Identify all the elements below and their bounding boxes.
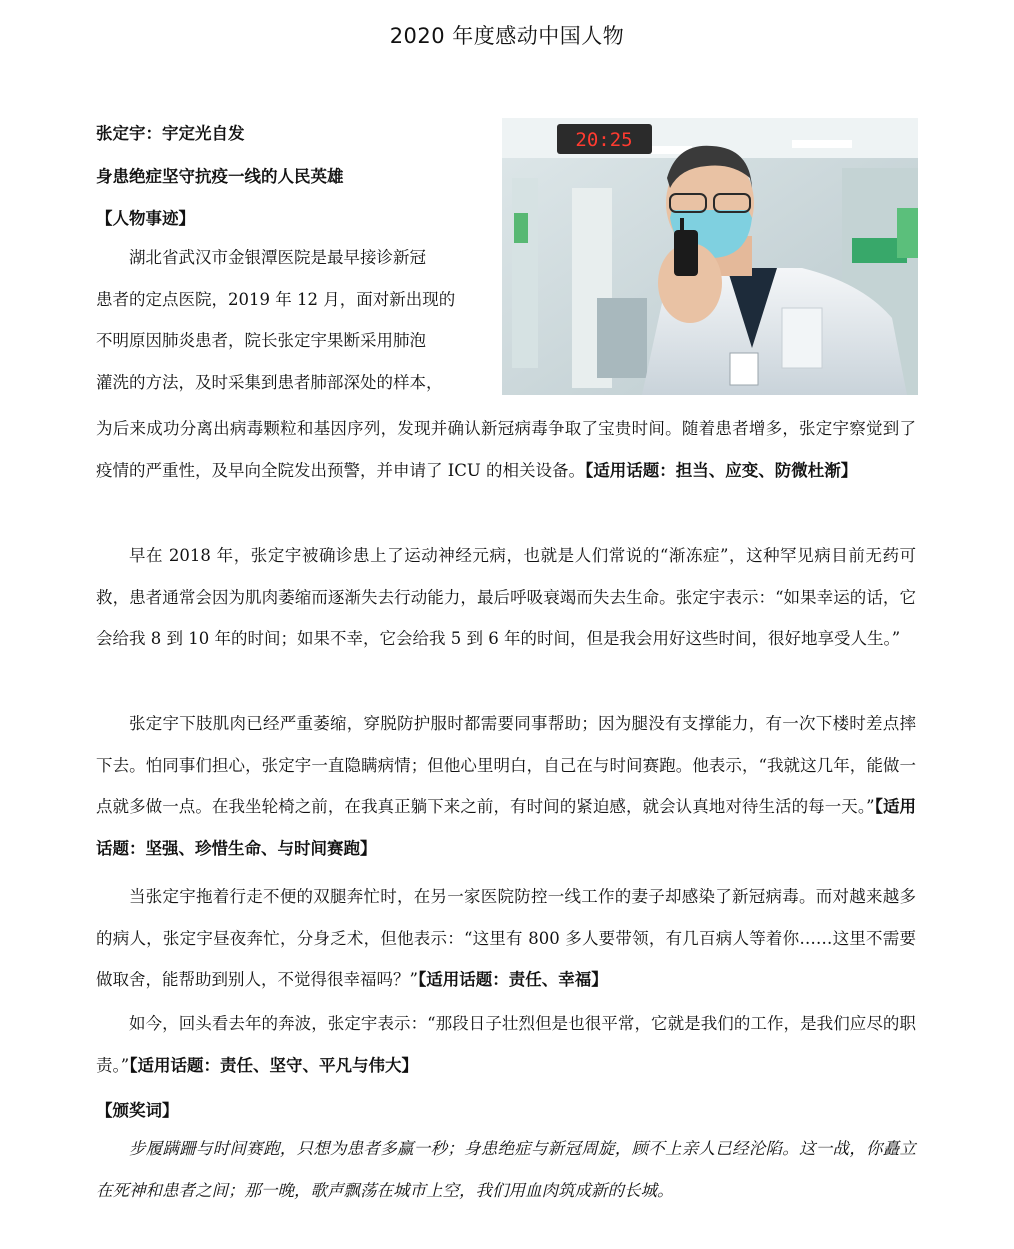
paragraph-1-line: 湖北省武汉市金银潭医院是最早接诊新冠 (129, 248, 426, 267)
paragraph-5 (96, 1003, 916, 1086)
paragraph-3-text: 张定宇下肢肌肉已经严重萎缩，穿脱防护服时都需要同事帮助；因为腿没有支撑能力，有一次下楼时差点摔下去。怕同事们担心，张定宇一直隐瞒病情；但他心里明白，自己在与时间赛跑。他表示，“我就这几年，能做一点就多做一点。在我坐轮椅之前，在我真正躺下来之前，有时间的紧迫感，就会认真地对待生活的每一天。” (96, 714, 916, 816)
paragraph-1-wrapped (96, 237, 486, 403)
page-title: 2020 年度感动中国人物 (389, 24, 625, 48)
section-heading-deeds: 【人物事迹】 (96, 209, 195, 228)
paragraph-4-text: 当张定宇拖着行走不便的双腿奔忙时，在另一家医院防控一线工作的妻子却感染了新冠病毒。而对越来越多的病人，张定宇昼夜奔忙，分身乏术，但他表示：“这里有 800 多人要带领，有几百病人等着你……这里不需要做取舍，能帮助到别人，不觉得很幸福吗？” (96, 887, 916, 989)
paragraph-1-line: 灌洗的方法，及时采集到患者肺部深处的样本， (96, 372, 443, 392)
section-heading-award: 【颁奖词】 (96, 1101, 179, 1120)
person-name-line: 张定宇：宇定光自发 (96, 124, 245, 143)
paragraph-5-text: 如今，回头看去年的奔波，张定宇表示：“那段日子壮烈但是也很平常，它就是我们的工作，是我们应尽的职责。” (96, 1014, 916, 1075)
paragraph-1-text: 为后来成功分离出病毒颗粒和基因序列，发现并确认新冠病毒争取了宝贵时间。随着患者增多，张定宇察觉到了疫情的严重性，及早向全院发出预警，并申请了 ICU 的相关设备。 (96, 419, 916, 480)
paragraph-1-line: 患者的定点医院，2019 年 12 月，面对新出现的 (96, 289, 456, 309)
doctor-photo (502, 118, 918, 395)
clock-display: 20:25 (575, 129, 633, 151)
topic-tag: 【适用话题：责任、坚守、平凡与伟大】 (129, 1055, 418, 1075)
paragraph-1-continued (96, 408, 916, 491)
topic-tag: 【适用话题：担当、应变、防微杜渐】 (585, 460, 858, 480)
award-text (96, 1128, 916, 1211)
paragraph-2 (96, 535, 916, 660)
paragraph-2-text: 早在 2018 年，张定宇被确诊患上了运动神经元病，也就是人们常说的“渐冻症”，这种罕见病目前无药可救，患者通常会因为肌肉萎缩而逐渐失去行动能力，最后呼吸衰竭而失去生命。张定宇表示：“如果幸运的话，它会给我 8 到 10 年的时间；如果不幸，它会给我 5 到 6 年的时间，但是我会用好这些时间，很好地享受人生。” (96, 546, 916, 648)
topic-tag: 【适用话题：责任、幸福】 (417, 970, 608, 989)
paragraph-3 (96, 703, 916, 869)
paragraph-4 (96, 876, 916, 1001)
award-text-body: 步履蹒跚与时间赛跑，只想为患者多赢一秒；身患绝症与新冠周旋，顾不上亲人已经沦陷。这一战，你矗立在死神和患者之间；那一晚，歌声飘荡在城市上空，我们用血肉筑成新的长城。 (96, 1139, 916, 1200)
person-subtitle: 身患绝症坚守抗疫一线的人民英雄 (96, 167, 344, 186)
paragraph-1-line: 不明原因肺炎患者，院长张定宇果断采用肺泡 (96, 331, 426, 350)
topic-tag: 【适用话题：坚强、珍惜生命、与时间赛跑】 (96, 797, 917, 858)
